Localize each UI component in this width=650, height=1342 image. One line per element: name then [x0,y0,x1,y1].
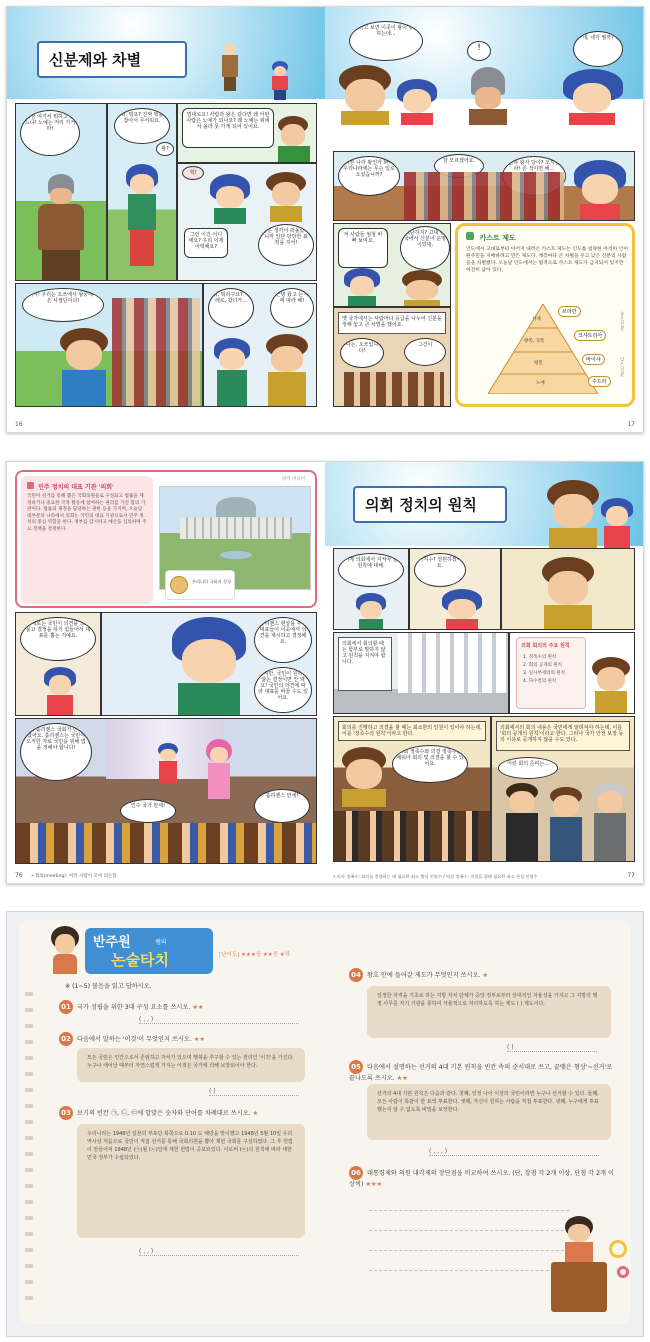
speech-bubble: 법대로요! 사람과 왕은 같다면 왜 어떤 사람은 노예가 되나요? 왜 노예는 위에서 올라 못 가게 되어 있어요. [182,108,274,148]
page-76 [7,462,325,883]
exclaim-bubble: 왕? [156,142,174,156]
question-number: 03 [59,1106,73,1120]
caption-box: 회의를 진행하고 의결을 할 때는 최소한의 인원이 있어야 하는데, 이를 '정족수의 원칙'이라고 한다. [338,721,486,741]
speech-bubble: 의회 정족수와 의결 정족수를 채워야 회의 및 의결을 할 수 있어요. [392,745,468,783]
man-character [590,657,632,714]
question-4: 04 왕호 안에 들어갈 제도가 무엇인지 쓰시오. ★ [349,968,619,982]
exclaim-bubble: 헉! [182,166,204,180]
page-number: 77 [627,872,635,879]
caste-box-title: 카스트 제도 [466,232,516,243]
caption-box: 옛 국가에서는 사람마다 등급을 나누어 신분을 정해 놓고 큰 차별을 했어요. [338,312,446,334]
man-character [274,116,314,163]
speech-bubble: 나는, 오쓰입니다! [340,338,384,368]
worksheet-inner [19,920,631,1324]
speaker-character [156,743,180,783]
speech-bubble: 신하 왕자 당이? 오지말라! 존 적이면 해... [502,156,566,196]
building-shape [180,517,292,539]
boy-character [42,667,78,716]
caste-box-text: 인도에서 고대로부터 이어져 내려온 카스트 제도는 인도를 침략한 아리아 인이 원주민을 지배하려고 만든 제도다. 계층마다 큰 차별을 두고 낮은 신분의 사람들을 차별했다. 오늘날 인도에서는 법적으로 카스트 제도가 금지되어 있지만 여전히 남아 있다. [466,247,629,273]
man-character [262,334,312,407]
parliament-info-box [15,470,317,608]
fountain-shape [220,551,252,559]
caption-box: 의회에서 회의할 때는 함부로 말하지 않고 원칙을 지켜야 합니다. [338,637,392,691]
speech-bubble: 이런 회의 준비는... [498,757,558,779]
crowd-figure [344,372,444,407]
panel-6 [203,283,317,407]
answer-line[interactable] [369,1250,569,1251]
speech-bubble: 좋은 생각이 떠올랐다니까 일단 당당한 표정을 지어! [258,224,314,266]
footnote-left: • 회의(meeting): 여러 사람이 모여 의논함. [31,874,119,879]
man-character [56,328,112,407]
title-text: 신분제와 차별 [49,51,142,69]
caste-label-vaishya: 바이샤 [582,354,605,365]
question-number: 01 [59,1000,73,1014]
crowd [16,823,317,864]
difficulty-legend: [난이도] ★★★상 ★★중 ★하 [219,952,290,958]
speech-bubble: 이제 의회에서 지켜야 할 원칙에 대해. [338,553,404,587]
swirl-decoration [617,1266,629,1278]
question-2: 02 다음에서 말하는 '이것'이 무엇인지 쓰시오. ★★ [59,1032,329,1046]
header-name: 반주원 [93,935,131,950]
principle-3: 3. 일사부재의의 원칙 [523,671,565,676]
boy-character [122,164,162,281]
page-16 [7,7,325,432]
caste-pyramid [488,304,598,394]
swirl-decoration [609,1240,627,1258]
caste-level-4: 노예 [536,381,545,386]
note-icon [466,232,474,240]
man-character-large [338,747,390,807]
cheer-bubble: 인수 국가 만세! [120,799,176,823]
man-character [546,787,586,862]
panel-1 [15,103,107,281]
speech-bubble: 네, 네가 뭘까? [573,31,623,67]
comic-spread-parliament [6,461,644,884]
girl-character [204,739,234,799]
answer-5[interactable]: ( , , , ) [429,1148,599,1156]
boy-character [440,589,484,630]
guard-character-top [219,43,241,91]
caste-label-kshatriya: 크샤트리아 [574,330,606,341]
principle-4: 4. 다수결의 원칙 [523,679,557,684]
caste-label-shudra: 수드라 [588,376,611,387]
man-character [335,65,395,125]
header-sub: 논술타치 [111,951,169,969]
info-box-title: 민주 정치의 대표 기관 '의회' [27,482,114,491]
question-6: 06 대통령제와 의원 내각제의 장단점을 비교하여 쓰시오. (단, 장점 각 2개 이상, 단점 각 2개 이상씩) ★★★ [349,1166,619,1189]
principles-title: 의회 회의의 주요 원칙 [521,643,570,649]
speech-bubble: 비켜! 우리는 오쓰에서 왕궁에서 온 사절단이다! [22,288,104,322]
speech-bubble: 그러고 보면 이곳이 왕이 통치하는데... [349,21,423,61]
boy-character-top [269,61,291,101]
question-5: 05 다음에서 설명하는 선거의 4대 기본 원칙을 빈칸 속의 순서대로 쓰고, 끝맺은 형상'~선거'로 끝나도록 쓰시오. ★★ [349,1060,619,1083]
teacher-avatar [47,926,83,974]
speech-bubble: 그건이 [404,338,446,366]
question-3-passage: 우리나라는 1948년 일본의 부포단 북쪽으로 0.10 도 해방을 맞이했고 1948년 5월 10일 우리 역사상 처음으로 국민이 직접 선거를 통해 국회의원을 뽑아 제헌 국회를 구성하였다. 그 후 헌법이 만들어져 1948년 (㉠)월 (㉡)일에 제헌 헌법이 공포되었다. 이로써 (㉢)의 원칙에 따라 대한민국 정부가 수립되었다. [77,1124,305,1238]
caste-level-2: 왕족, 귀족 [524,339,545,344]
page-number: 17 [627,421,635,428]
worksheet [6,911,644,1337]
cheer-bubble: 홀리젠스 만세! [254,789,310,823]
question-2-passage: 모든 국민은 인간으로서 존엄하고 가치가 있으며 행복을 추구할 수 있는 권리인 '이것'을 가진다. 누구나 태어날 때부터 자연스럽게 가지는 이것은 국가에 의해 보장되어야 한다. [77,1048,305,1082]
speech-bubble: 다른 나라 왕인가 봐서 우리나라에는 무슨 일로 오셨습니까? [338,156,400,196]
panel-4 [177,163,317,281]
question-number: 02 [59,1032,73,1046]
page-17 [325,7,643,432]
answer-line[interactable] [369,1230,569,1231]
answer-3[interactable]: ( , , ) [139,1248,299,1256]
speech-bubble: 저 사람들 엄청 바빠 보여요. [338,228,388,268]
man-character [538,557,598,630]
panel-r1 [333,151,635,221]
worksheet-header [85,928,213,974]
answer-2[interactable]: ( ) [209,1088,299,1096]
info-box-text: 국민이 선거를 통해 뽑은 국회의원들로 구성되고 법률을 제정하거나 중요한 국정 활동에 참여하는 권리를 가진 합의 기관이다. 법률의 제정을 담당하는 권한 등을 가지며, 오늘날 대부분의 나라에서 의회는 국민의 대표 기관으로서 민주 정치의 중심 역할을 한다. 정부를 감시하고 예산을 심의하며 주요 정책을 결정한다. [27,494,147,532]
speech-bubble: 실제로는 국민이 의견을 모두 묻고 결정을 하기 힘들어서 대표를 뽑는 거예요. [20,617,96,661]
soldier-group [112,298,200,407]
question-number: 04 [349,968,363,982]
speech-bubble: 대단하지? 고대 왕국에서 신분이 운명이었대. [400,226,450,270]
man-character [502,783,542,862]
caste-level-3: 평민 [534,361,543,366]
answer-line[interactable] [369,1210,569,1211]
principle-2: 2. 회의 공개의 원칙 [523,663,563,668]
panel-r4 [333,632,509,714]
caste-level-1: 사제 [532,317,541,322]
soldier-figure [30,174,90,281]
podium-character [551,1216,607,1312]
question-4-passage: 일정한 자격을 기초로 하는 지방 자치 단체가 중앙 정부로부터 상대적인 자율성을 가지고 그 지방의 행정 사무를 자기 기관을 통하여 자율적으로 처리하도록 하는 제도 ( ) 제도이다. [367,986,611,1038]
man-character [264,172,308,222]
binding-holes [25,980,33,1310]
speech-bubble: 지금 여기서 뭐하고 있느냐! 노예는 저리 가거라! [20,110,80,156]
comic-spread-caste [6,6,644,433]
principle-1: 1. 정족수의 원칙 [523,655,557,660]
panel-l1 [15,612,101,716]
book-icon [27,482,34,489]
man-character [590,783,630,862]
question-5-passage: 선거의 4대 기본 원칙은 다음과 같다. 첫째, 일정 나이 이상의 국민이라면 누구나 선거할 수 있다. 둘째, 모든 사람이 똑같이 한 표씩 투표한다. 셋째, 자신이 원하는 사람을 직접 투표한다. 넷째, 누구에게 투표했는지 알 수 없도록 비밀을 보장한다. [367,1084,611,1140]
question-1: 01 국가 성립을 위한 3대 구성 요소를 쓰시오. ★★ [59,1000,329,1014]
boy-character-large [168,617,250,716]
boy-character [208,174,252,224]
panel-5 [15,283,203,407]
principles-box [516,637,586,709]
boy-character-top [599,498,635,550]
footnote-right: • 의사 정족수: 회의를 진행하는 데 필요한 최소 출석 인원수 / 의결 정족수: 의결을 위해 필요한 최소 찬성 인원수 [333,874,538,879]
question-3: 03 보기의 빈칸 ㉠, ㉡, ㉢에 알맞은 숫자와 단어를 차례대로 쓰시오. ★ [59,1106,329,1120]
boy-character-right [557,69,627,125]
caste-label-brahmin: 브라만 [558,306,581,317]
panel-r6 [333,716,491,862]
axis-low: 낮은 신분 [620,358,625,378]
answer-4[interactable]: ( ) [507,1044,597,1052]
boy-character [342,268,382,307]
soldier-row [404,172,564,221]
title-text: 의회 정치의 원칙 [365,496,477,514]
photo-credit: 위키 미디어 [281,477,305,482]
dome-shape [216,497,256,517]
speech-bubble: 하지만, 국민이 원하지 않는 결정이면 안 돼요! 국민의 의견에 따라 대표를 바꿀 수도 있어요. [254,667,312,713]
answer-1[interactable]: ( , , ) [139,1016,299,1024]
speech-bubble: 콜리젠스 현상을 우리 대표들이 이곳에서 의견을 제시하고 결정해요. [254,617,312,663]
instruction: ※ (1~5) 물음을 읽고 답하시오. [65,983,152,990]
answer-line[interactable] [369,1270,569,1271]
seal-icon [170,576,188,594]
national-assembly-seal [165,570,235,600]
panel-r5 [509,632,635,714]
page-number: 76 [15,872,23,879]
page-number: 16 [15,421,23,428]
caste-info-box [455,223,635,407]
speech-bubble: 근방 왔고 논지에 따라 해! [270,288,314,328]
exclaim-bubble: ! [467,41,491,61]
speech-bubble: 그런 이건 어디에요? 우리 이제 어떡해요? [184,228,228,258]
panel-l2 [101,612,317,716]
assembly-seats [334,811,491,862]
speech-bubble: 이제 홀리젠스 국회가 만들어졌어요. 홀리젠스는 국민이 오직한 자로 국민을 위해 법을 정해야 합니다! [20,723,92,781]
speech-bubble: 뭐, 뭐라구요? 거래로, 갔다가... [208,288,254,328]
seal-caption: 우리나라 국회의 상징 [192,579,232,584]
panel-r3 [501,548,635,630]
man-character-top [543,480,603,550]
speech-bubble: 가지수? 성원하겠어요. [414,553,466,587]
boy-character [354,593,388,630]
boy-character [395,79,439,125]
question-number: 06 [349,1166,363,1180]
panel-r2 [409,548,501,630]
column-building [398,633,508,693]
axis-high: 높은 신분 [620,312,625,332]
boy-character [212,338,252,407]
panel-2 [107,103,177,281]
info-box-left [21,476,153,604]
panel-3 [177,103,317,163]
man-character [398,270,446,307]
guard-character [465,67,511,125]
panel-r1 [333,548,409,630]
caption-box: 의회에서의 회의 내용은 국민에게 알려져야 하는데, 이를 '회의 공개의 원칙'이라고 한다. 그러나 국가 안전 보장 등의 이유로 공개하지 않을 수도 있다. [496,721,630,751]
speech-bubble: 뭐, 뭐요? 진짜 뭐를 잡아서 무서워요. [114,108,170,144]
boy-character [570,160,630,221]
question-number: 05 [349,1060,363,1074]
panel-r2 [333,223,451,307]
page-title [37,41,187,78]
speech-bubble: 잘 모르겠어요. [434,154,484,178]
header-small: 쌤의 [155,939,167,946]
panel-r7 [491,716,635,862]
page-title [353,486,507,523]
panel-l3 [15,718,317,864]
page-77 [325,462,643,883]
panel-r3 [333,307,451,407]
